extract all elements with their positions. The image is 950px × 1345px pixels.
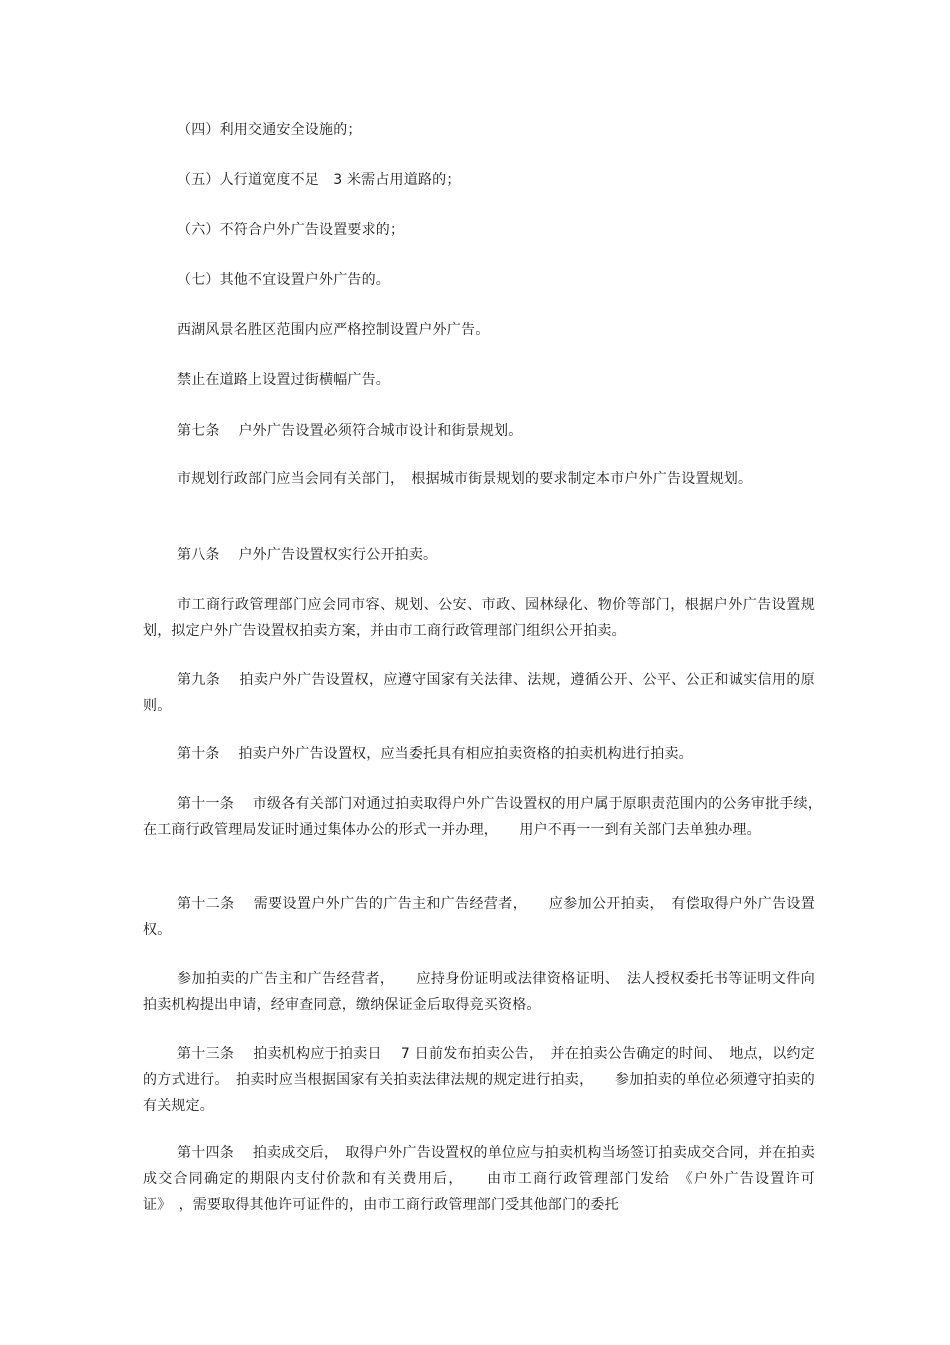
- paragraph-10: 市工商行政管理部门应会同市容、规划、公安、市政、园林绿化、物价等部门，根据户外广告设置规划，拟定户外广告设置权拍卖方案，并由市工商行政管理部门组织公开拍卖。: [143, 597, 815, 639]
- article-9-paragraph: 第九条 拍卖户外广告设置权，应遵守国家有关法律、法规，遵循公开、公平、公正和诚实信用的原则。: [143, 672, 815, 714]
- article-7-heading: 第七条 户外广告设置必须符合城市设计和街景规划。: [177, 423, 523, 439]
- paragraph-8: 市规划行政部门应当会同有关部门， 根据城市街景规划的要求制定本市户外广告设置规划。: [177, 471, 753, 487]
- article-8-heading: 第八条 户外广告设置权实行公开拍卖。: [177, 547, 438, 563]
- paragraph-15: 参加拍卖的广告主和广告经营者， 应持身份证明或法律资格证明、 法人授权委托书等证明文件向拍卖机构提出申请，经审查同意，缴纳保证金后取得竞买资格。: [143, 971, 815, 1013]
- paragraph-5: 西湖风景名胜区范围内应严格控制设置户外广告。: [177, 322, 490, 338]
- paragraph-3: （六）不符合户外广告设置要求的；: [177, 222, 405, 238]
- paragraph-2: （五）人行道宽度不足 3 米需占用道路的；: [177, 172, 461, 188]
- article-12-paragraph: 第十二条 需要设置户外广告的广告主和广告经营者， 应参加公开拍卖， 有偿取得户外广告设置权。: [143, 896, 815, 938]
- paragraph-6: 禁止在道路上设置过街横幅广告。: [177, 372, 390, 388]
- article-13-paragraph: 第十三条 拍卖机构应于拍卖日 7 日前发布拍卖公告， 并在拍卖公告确定的时间、 地点，以约定的方式进行。 拍卖时应当根据国家有关拍卖法律法规的规定进行拍卖， 参加拍卖的单位必须遵守拍卖的有关规定。: [143, 1046, 815, 1114]
- paragraph-1: （四）利用交通安全设施的；: [177, 122, 362, 138]
- article-10-paragraph: 第十条 拍卖户外广告设置权，应当委托具有相应拍卖资格的拍卖机构进行拍卖。: [177, 746, 693, 762]
- article-14-paragraph: 第十四条 拍卖成交后， 取得户外广告设置权的单位应与拍卖机构当场签订拍卖成交合同，并在拍卖成交合同确定的期限内支付价款和有关费用后， 由市工商行政管理部门发给 《户外广告设置许可证》 ，需要取得其他许可证件的，由市工商行政管理部门受其他部门的委托: [143, 1145, 815, 1213]
- paragraph-4: （七）其他不宜设置户外广告的。: [177, 272, 390, 288]
- article-11-paragraph: 第十一条 市级各有关部门对通过拍卖取得户外广告设置权的用户属于原职责范围内的公务审批手续， 在工商行政管理局发证时通过集体办公的形式一并办理， 用户不再一一到有关部门去单独办理。: [143, 796, 830, 838]
